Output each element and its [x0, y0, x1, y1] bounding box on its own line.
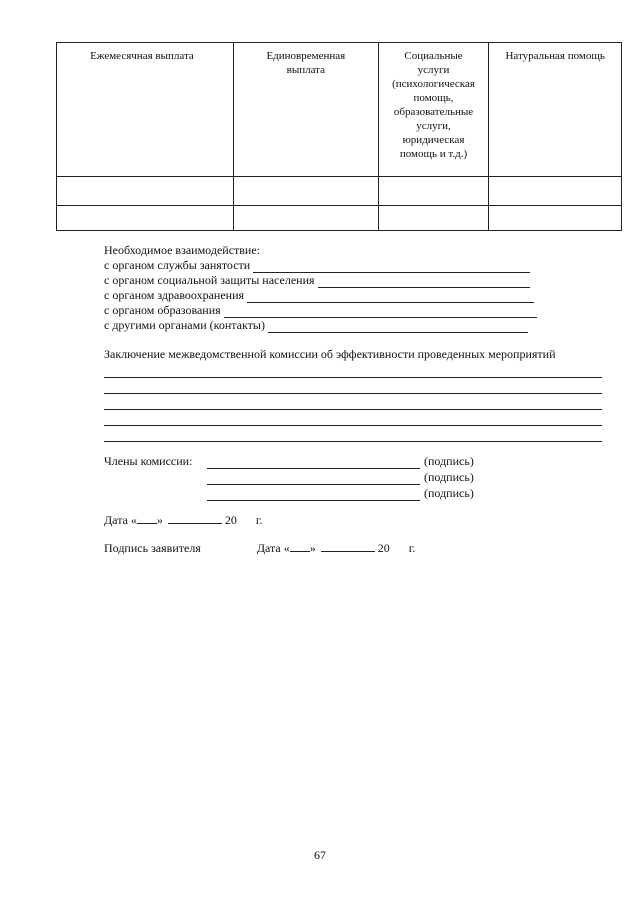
- month-field[interactable]: [168, 512, 222, 524]
- signature-note: (подпись): [424, 486, 474, 500]
- interaction-title: Необходимое взаимодействие:: [104, 243, 261, 257]
- table-cell[interactable]: [233, 177, 378, 206]
- signature-field[interactable]: [207, 488, 420, 501]
- interaction-other: [104, 318, 554, 333]
- education-field[interactable]: [224, 306, 537, 318]
- applicant-signature-block: [104, 540, 415, 556]
- close-quote: »: [309, 541, 316, 555]
- signature-field[interactable]: [207, 472, 420, 485]
- commission-section: [104, 453, 524, 501]
- table-cell[interactable]: [233, 206, 378, 231]
- date-label: Дата «: [104, 513, 137, 527]
- commission-label: Члены комиссии:: [104, 454, 193, 468]
- interaction-label: с другими органами (контакты): [104, 318, 265, 332]
- day-field[interactable]: [290, 540, 310, 552]
- table-row: [57, 177, 622, 206]
- year-field[interactable]: [237, 513, 253, 524]
- year-suffix: г.: [255, 513, 263, 527]
- commission-signature-row: [104, 469, 524, 485]
- conclusion-title: Заключение межведомственной комиссии об эффективности проведенных мероприятий: [104, 347, 556, 361]
- table-cell[interactable]: [378, 177, 489, 206]
- interaction-education: [104, 303, 554, 318]
- commission-signature-row: [104, 453, 524, 469]
- table-cell[interactable]: [489, 206, 622, 231]
- signature-field[interactable]: [207, 456, 420, 469]
- table-header-row: [57, 43, 622, 177]
- year-prefix: 20: [224, 513, 237, 527]
- year-prefix: 20: [377, 541, 390, 555]
- date-block: [104, 512, 263, 528]
- applicant-label: Подпись заявителя: [104, 541, 201, 555]
- interaction-label: с органом социальной защиты населения: [104, 273, 315, 287]
- header-one-time-payment: Единовременная выплата: [233, 43, 378, 177]
- conclusion-line[interactable]: [104, 410, 602, 426]
- close-quote: »: [156, 513, 163, 527]
- interaction-section: [104, 243, 554, 333]
- header-in-kind-assistance: Натуральная помощь: [489, 43, 622, 177]
- interaction-label: с органом службы занятости: [104, 258, 251, 272]
- interaction-social-protection: [104, 273, 554, 288]
- table-row: [57, 206, 622, 231]
- conclusion-section: [104, 347, 604, 442]
- table-cell[interactable]: [489, 177, 622, 206]
- header-monthly-payment: Ежемесячная выплата: [57, 43, 234, 177]
- conclusion-line[interactable]: [104, 378, 602, 394]
- date-label: Дата «: [256, 541, 290, 555]
- interaction-healthcare: [104, 288, 554, 303]
- other-organs-field[interactable]: [268, 321, 528, 333]
- employment-field[interactable]: [253, 261, 530, 273]
- year-suffix: г.: [408, 541, 416, 555]
- month-field[interactable]: [321, 540, 375, 552]
- signature-note: (подпись): [424, 454, 474, 468]
- signature-note: (подпись): [424, 470, 474, 484]
- conclusion-line[interactable]: [104, 362, 602, 378]
- interaction-employment: [104, 258, 554, 273]
- conclusion-line[interactable]: [104, 394, 602, 410]
- day-field[interactable]: [137, 512, 157, 524]
- header-social-services: Социальные услуги (психологическая помощь, образовательные услуги, юридическая помощь и т.д.): [378, 43, 489, 177]
- social-protection-field[interactable]: [318, 276, 530, 288]
- table-cell[interactable]: [378, 206, 489, 231]
- table-cell[interactable]: [57, 206, 234, 231]
- interaction-label: с органом здравоохранения: [104, 288, 245, 302]
- page-number: 67: [314, 848, 326, 862]
- year-field[interactable]: [390, 541, 406, 552]
- interaction-label: с органом образования: [104, 303, 221, 317]
- commission-signature-row: [104, 485, 524, 501]
- conclusion-line[interactable]: [104, 426, 602, 442]
- assistance-table: [56, 42, 622, 231]
- table-cell[interactable]: [57, 177, 234, 206]
- healthcare-field[interactable]: [247, 291, 534, 303]
